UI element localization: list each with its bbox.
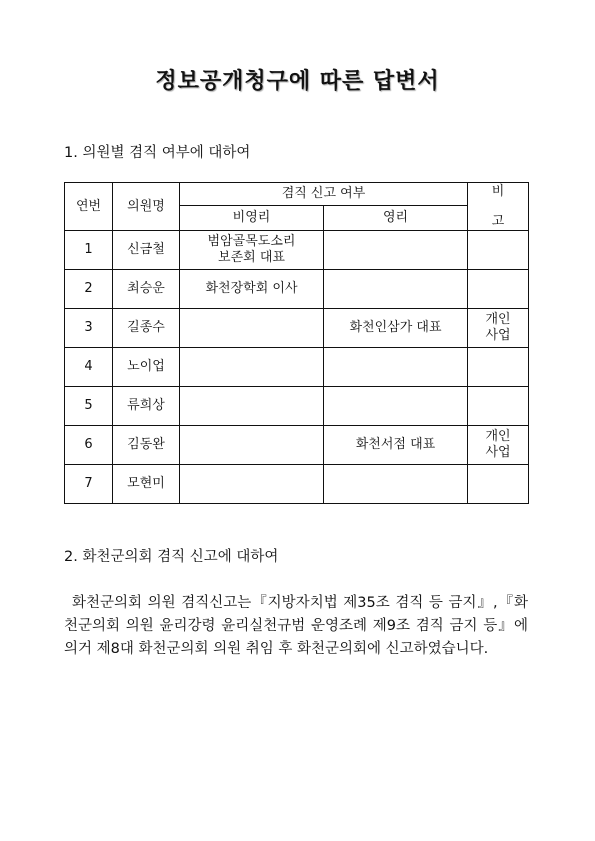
cell-nonprofit: 범암골목도소리 보존회 대표	[180, 231, 324, 270]
cell-note	[468, 465, 529, 504]
cell-number: 5	[65, 387, 113, 426]
cell-note: 개인 사업	[468, 309, 529, 348]
cell-note	[468, 231, 529, 270]
table-row	[65, 465, 529, 504]
cell-number: 3	[65, 309, 113, 348]
table-body	[65, 231, 529, 504]
cell-profit	[324, 387, 468, 426]
cell-name: 노이업	[113, 348, 180, 387]
cell-profit	[324, 465, 468, 504]
table-row	[65, 270, 529, 309]
cell-name: 류희상	[113, 387, 180, 426]
table-row	[65, 309, 529, 348]
cell-nonprofit: 화천장학회 이사	[180, 270, 324, 309]
cell-number: 6	[65, 426, 113, 465]
cell-nonprofit	[180, 465, 324, 504]
header-note-top: 비	[491, 183, 505, 199]
cell-name: 최승운	[113, 270, 180, 309]
header-report: 겸직 신고 여부	[180, 183, 468, 206]
cell-profit	[324, 348, 468, 387]
cell-nonprofit	[180, 309, 324, 348]
cell-number: 2	[65, 270, 113, 309]
cell-note	[468, 348, 529, 387]
cell-note	[468, 270, 529, 309]
cell-note: 개인 사업	[468, 426, 529, 465]
cell-name: 길종수	[113, 309, 180, 348]
header-name: 의원명	[113, 183, 180, 231]
header-note	[468, 183, 529, 231]
table-row	[65, 231, 529, 270]
cell-number: 1	[65, 231, 113, 270]
header-note-bottom: 고	[491, 213, 505, 229]
section-1-heading: 1. 의원별 겸직 여부에 대하여	[64, 145, 251, 161]
cell-number: 4	[65, 348, 113, 387]
header-profit: 영리	[324, 206, 468, 231]
table-row	[65, 348, 529, 387]
cell-name: 김동완	[113, 426, 180, 465]
table-row	[65, 387, 529, 426]
cell-profit	[324, 231, 468, 270]
concurrent-position-table	[64, 182, 529, 504]
cell-profit: 화천서점 대표	[324, 426, 468, 465]
cell-profit: 화천인삼가 대표	[324, 309, 468, 348]
section-2-paragraph: 화천군의회 의원 겸직신고는『지방자치법 제35조 겸직 등 금지』,『화천군의회 의원 윤리강령 윤리실천규범 운영조례 제9조 겸직 금지 등』에 의거 제8대 화천군의회 의원 취임 후 화천군의회에 신고하였습니다.	[64, 595, 528, 657]
cell-nonprofit	[180, 387, 324, 426]
cell-number: 7	[65, 465, 113, 504]
header-number: 연번	[65, 183, 113, 231]
cell-name: 모현미	[113, 465, 180, 504]
document-title: 정보공개청구에 따른 답변서	[155, 69, 440, 94]
cell-nonprofit	[180, 426, 324, 465]
cell-note	[468, 387, 529, 426]
header-nonprofit: 비영리	[180, 206, 324, 231]
table-row	[65, 426, 529, 465]
cell-nonprofit	[180, 348, 324, 387]
cell-name: 신금철	[113, 231, 180, 270]
section-2-heading: 2. 화천군의회 겸직 신고에 대하여	[64, 549, 279, 565]
cell-profit	[324, 270, 468, 309]
